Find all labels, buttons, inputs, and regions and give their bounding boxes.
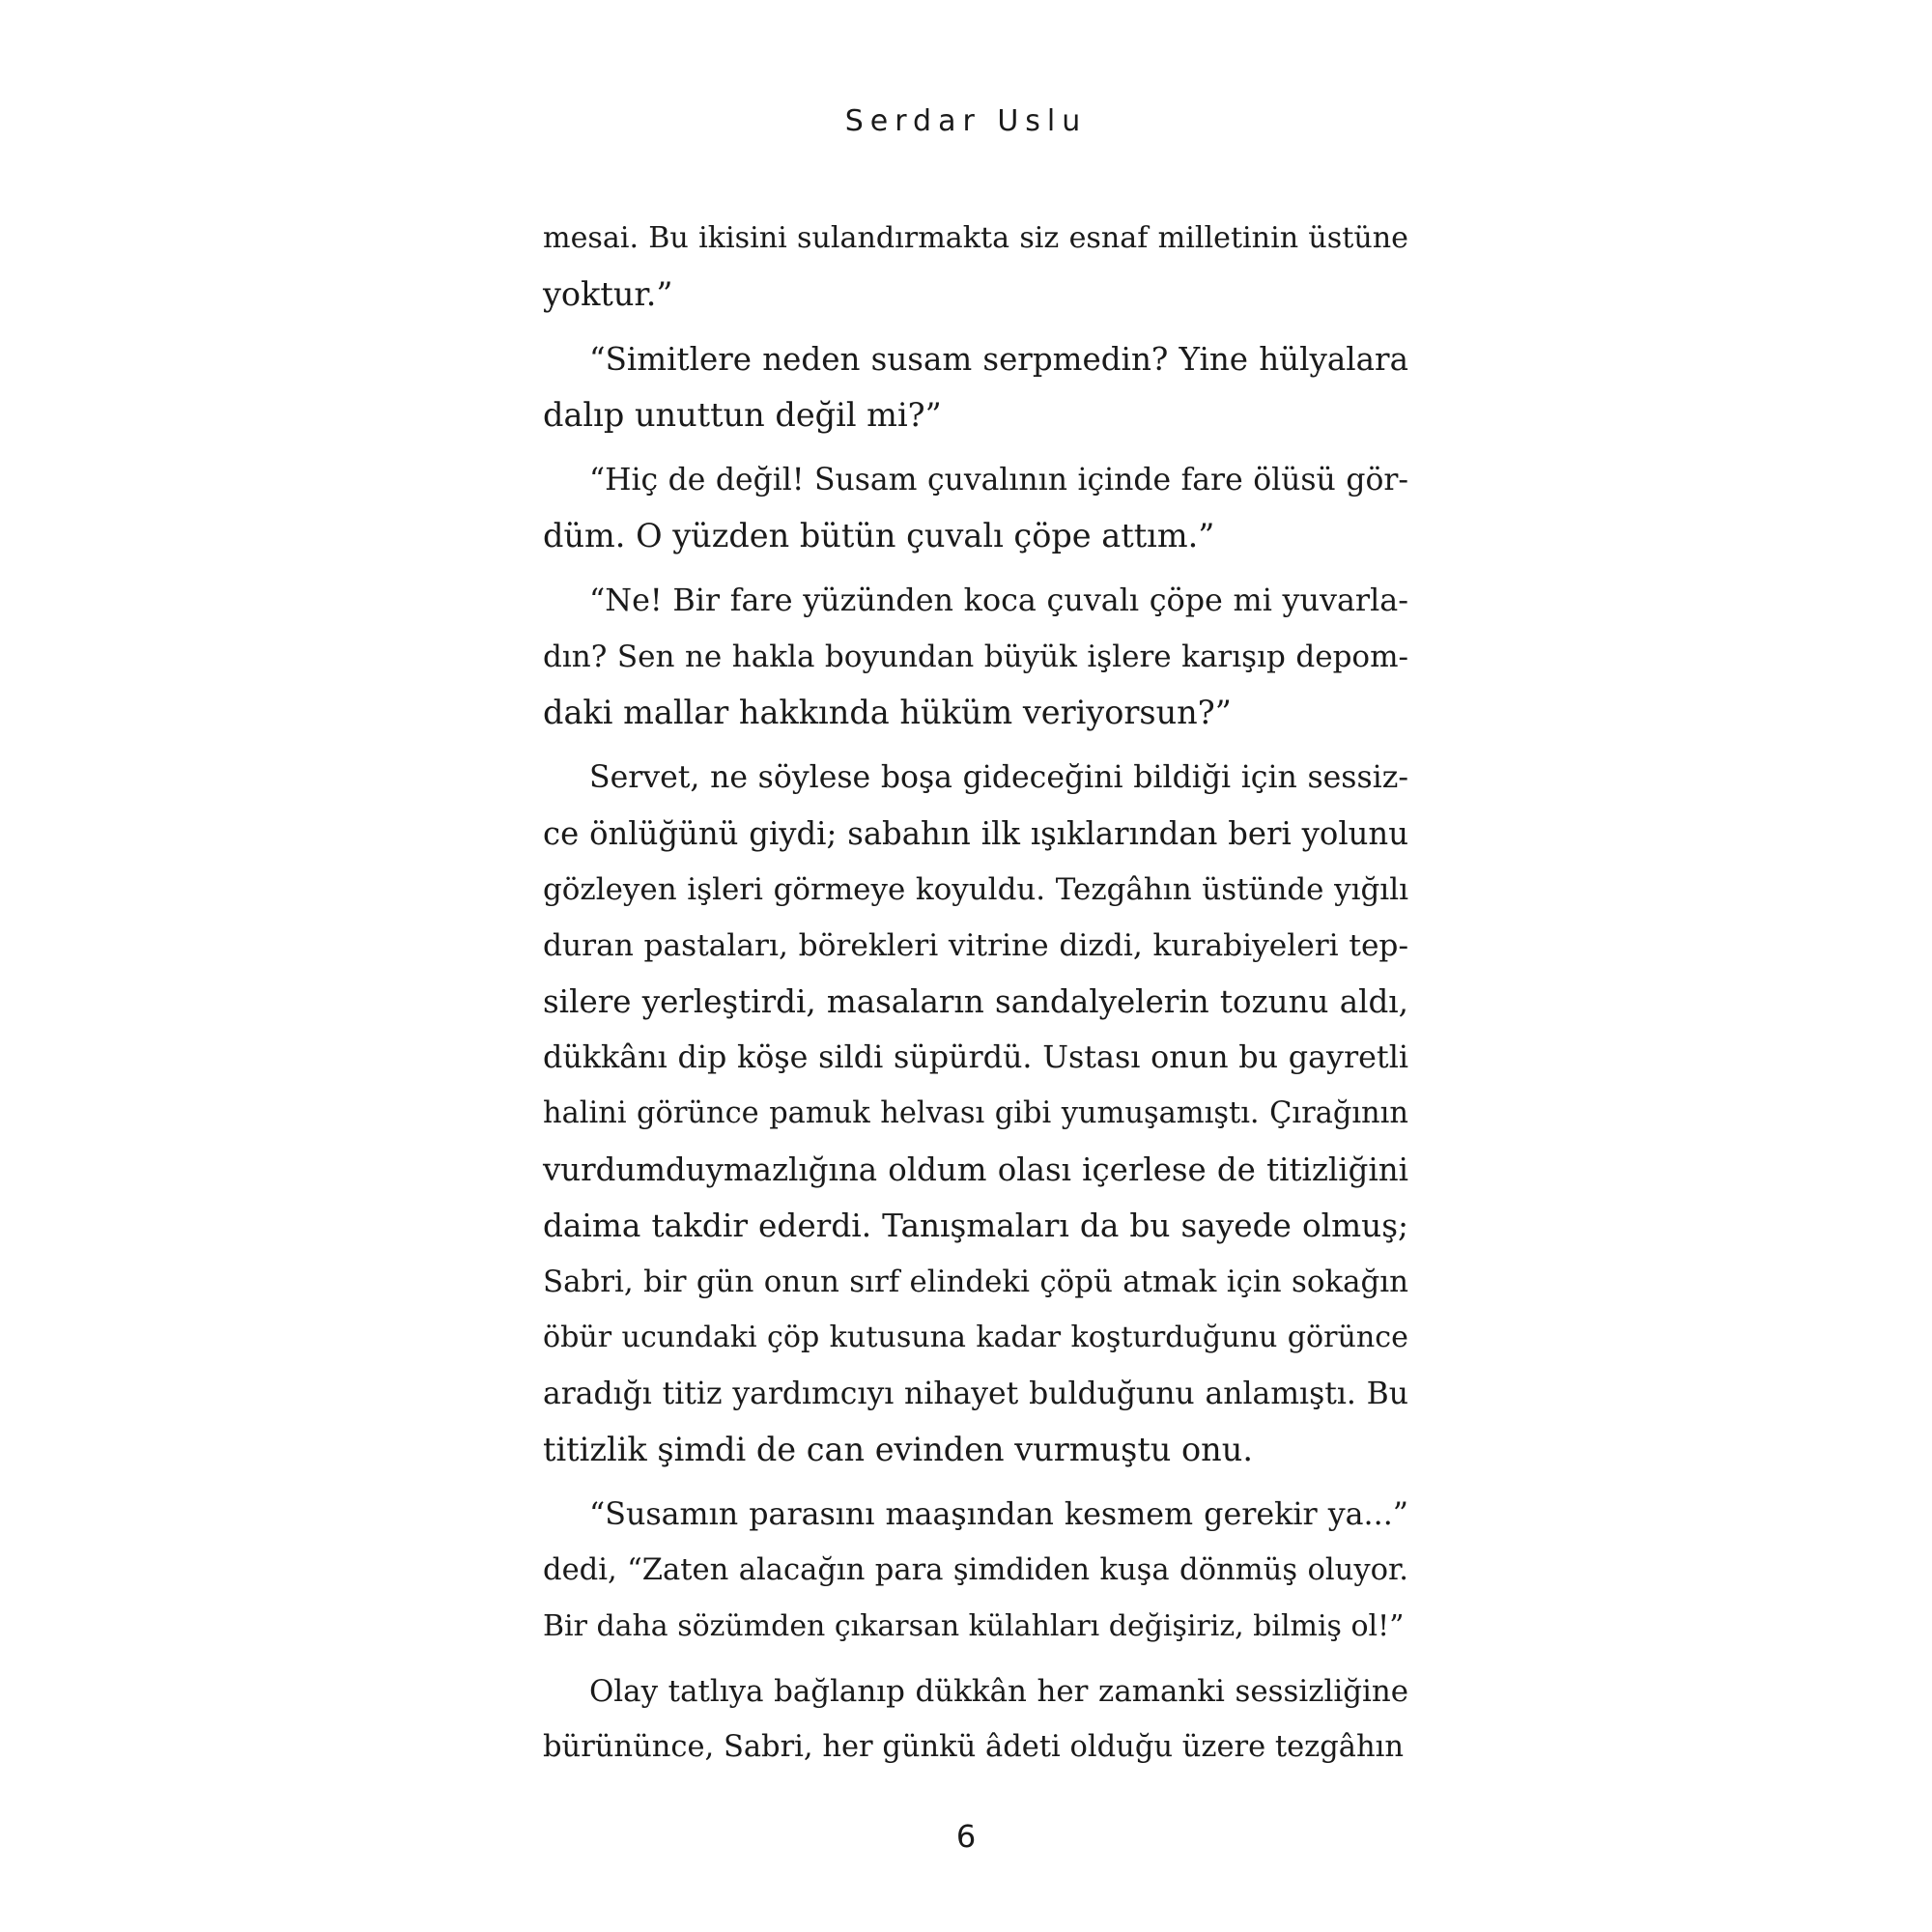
text-line: titizlik şimdi de can evinden vurmuştu onu. — [543, 1431, 1253, 1468]
text-line: aradığı titiz yardımcıyı nihayet bulduğunu anlamıştı. Bu — [543, 1377, 1408, 1411]
text-line: “Simitlere neden susam serpmedin? Yine hülyalara — [589, 341, 1408, 378]
text-line: düm. O yüzden bütün çuvalı çöpe attım.” — [543, 517, 1215, 554]
text-line: yoktur.” — [543, 275, 673, 313]
text-line: “Ne! Bir fare yüzünden koca çuvalı çöpe mi yuvarla- — [589, 582, 1408, 618]
text-line: dalıp unuttun değil mi?” — [543, 396, 942, 434]
text-line: bürününce, Sabri, her günkü âdeti olduğu üzere tezgâhın — [543, 1730, 1405, 1764]
text-line: daki mallar hakkında hüküm veriyorsun?” — [543, 694, 1232, 731]
text-line: “Hiç de değil! Susam çuvalının içinde fare ölüsü gör- — [589, 463, 1408, 497]
text-line: öbür ucundaki çöp kutusuna kadar koşturduğunu görünce — [543, 1321, 1408, 1354]
text-line: ce önlüğünü giydi; sabahın ilk ışıklarından beri yolunu — [543, 815, 1408, 852]
text-line: Olay tatlıya bağlanıp dükkân her zamanki sessizliğine — [589, 1674, 1408, 1709]
paragraph — [543, 331, 1408, 443]
paragraph — [543, 573, 1408, 741]
running-head-author: Serdar Uslu — [844, 104, 1088, 138]
text-line: Sabri, bir gün onun sırf elindeki çöpü atmak için sokağın — [543, 1264, 1408, 1299]
text-line: gözleyen işleri görmeye koyuldu. Tezgâhın üstünde yığılı — [543, 872, 1408, 907]
text-line: daima takdir ederdi. Tanışmaları da bu sayede olmuş; — [543, 1208, 1408, 1244]
paragraph — [543, 750, 1408, 1478]
paragraph — [543, 452, 1408, 564]
page-number: 6 — [955, 1818, 977, 1855]
text-line: halini görünce pamuk helvası gibi yumuşamıştı. Çırağının — [543, 1096, 1408, 1130]
body-text — [543, 211, 1408, 1784]
paragraph — [543, 211, 1408, 323]
text-line: dedi, “Zaten alacağın para şimdiden kuşa dönmüş oluyor. — [543, 1553, 1408, 1587]
text-line: dın? Sen ne hakla boyundan büyük işlere karışıp depom- — [543, 639, 1408, 674]
text-line: silere yerleştirdi, masaların sandalyelerin tozunu aldı, — [543, 983, 1408, 1020]
text-line: Servet, ne söylese boşa gideceğini bildiği için sessiz- — [589, 760, 1408, 795]
paragraph — [543, 1663, 1408, 1776]
text-line: mesai. Bu ikisini sulandırmakta siz esnaf milletinin üstüne — [543, 221, 1408, 255]
paragraph — [543, 1487, 1408, 1655]
text-line: “Susamın parasını maaşından kesmem gerekir ya...” — [589, 1497, 1408, 1532]
text-line: duran pastaları, börekleri vitrine dizdi, kurabiyeleri tep- — [543, 928, 1408, 963]
text-line: vurdumduymazlığına oldum olası içerlese de titizliğini — [543, 1151, 1408, 1188]
text-line: dükkânı dip köşe sildi süpürdü. Ustası onun bu gayretli — [543, 1040, 1408, 1075]
text-line: Bir daha sözümden çıkarsan külahları değişiriz, bilmiş ol!” — [543, 1609, 1405, 1643]
